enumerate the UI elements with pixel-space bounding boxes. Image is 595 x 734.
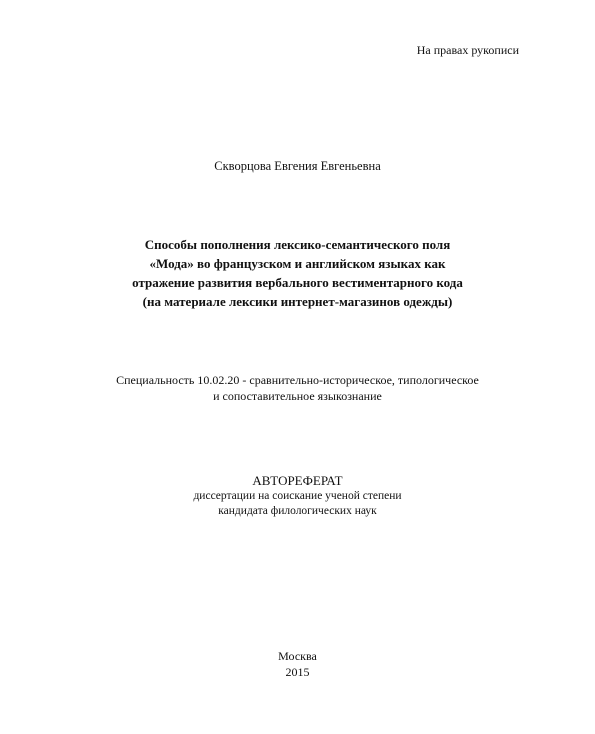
- author-name: Скворцова Евгения Евгеньевна: [214, 159, 381, 173]
- title-line: «Мода» во французском и английском языках как: [149, 256, 446, 271]
- imprint-year: 2015: [285, 665, 310, 679]
- abstract-purpose-line: диссертации на соискание ученой степени: [193, 490, 402, 502]
- manuscript-rights-note: На правах рукописи: [416, 43, 519, 57]
- title-line: (на материале лексики интернет-магазинов одежды): [142, 294, 453, 309]
- title-line: Способы пополнения лексико-семантического поля: [144, 237, 451, 252]
- specialty-line: Специальность 10.02.20 - сравнительно-историческое, типологическое: [116, 373, 479, 387]
- abstract-block: [0, 472, 595, 519]
- abstract-degree-line: кандидата филологических наук: [218, 505, 377, 517]
- imprint-block: [0, 648, 595, 680]
- abstract-heading: АВТОРЕФЕРАТ: [252, 473, 343, 488]
- dissertation-title: [0, 235, 595, 311]
- specialty-line: и сопоставительное языкознание: [213, 389, 382, 403]
- specialty-block: [0, 372, 595, 404]
- imprint-city: Москва: [278, 649, 317, 663]
- title-line: отражение развития вербального вестиментарного кода: [132, 275, 463, 290]
